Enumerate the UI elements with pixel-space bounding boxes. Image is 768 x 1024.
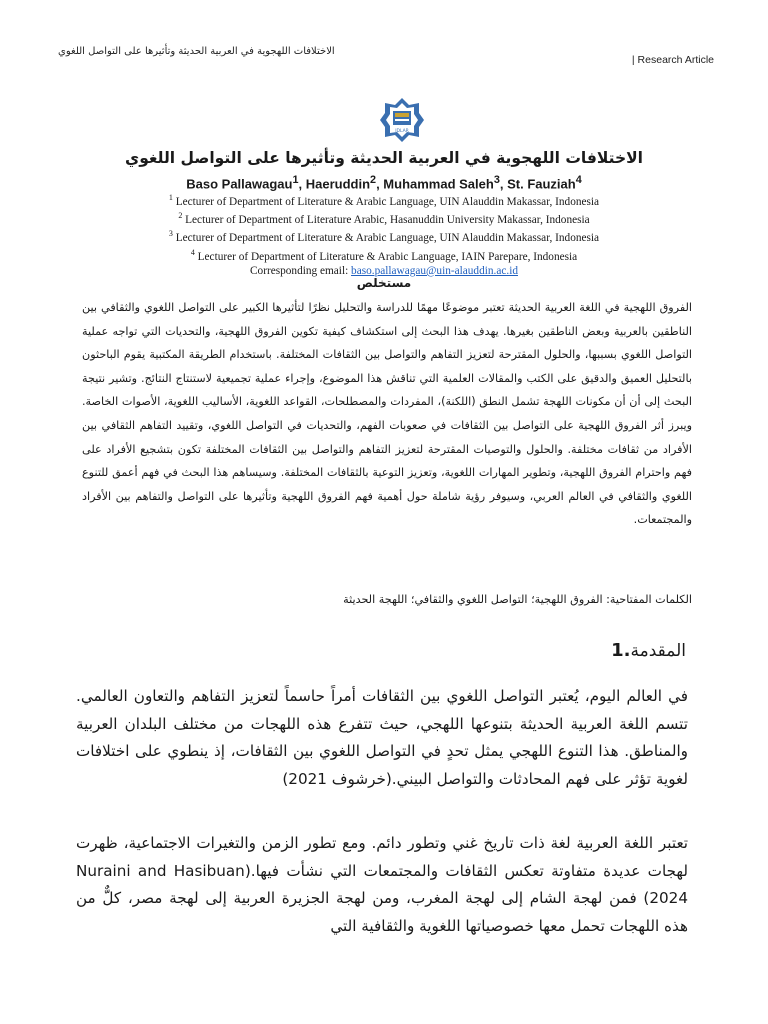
body-paragraph: في العالم اليوم، يُعتبر التواصل اللغوي بين الثقافات أمراً حاسماً لتعزيز التفاهم والتعاون العالمي. تتسم اللغة العربية الحديثة بتنوعها اللهجي، حيث تتفرع هذه اللهجات من مختلف البلدان العربية والمناطق. هذا التنوع اللهجي يمثل تحدٍ في التواصل اللغوي بين الثقافات، إذ ينطوي على اختلافات لغوية تؤثر على فهم المحادثات والتواصل البيني.(خرشوف 2021) [76,687,688,788]
affiliation-line [0,246,768,264]
affiliation-text: Lecturer of Department of Literature & Arabic Language, UIN Alauddin Makassar, Indonesia [172,232,600,245]
author-separator: , [376,176,384,192]
affiliations [0,191,768,278]
author-separator: , [499,176,508,192]
author-separator: , [298,176,306,192]
logo-text: IDLAR [395,129,409,134]
affiliation-text: Lecturer of Department of Literature Arabic, Hasanuddin University Makassar, Indonesia [182,213,590,226]
affiliation-text: Lecturer of Department of Literature & Arabic Language, UIN Alauddin Makassar, Indonesia [172,195,600,208]
affiliation-text: Lecturer of Department of Literature & Arabic Language, IAIN Parepare, Indonesia [194,250,578,263]
keywords: الكلمات المفتاحية: الفروق اللهجية؛ التواصل اللغوي والثقافي؛ اللهجة الحديثة [343,593,692,606]
author-name: Baso Pallawagau [186,176,293,192]
author-affiliation-marker: 2 [370,174,377,186]
section-heading [82,640,686,661]
email-label: Corresponding email: [250,264,352,277]
author-name: Haeruddin [305,176,371,192]
running-title: الاختلافات اللهجوية في العربية الحديثة وتأثيرها على التواصل اللغوي [58,46,335,57]
author-list [0,174,768,191]
author-name: Muhammad Saleh [383,176,494,192]
affiliation-marker: 4 [190,247,195,257]
author-affiliation-marker: 1 [292,174,299,186]
paper-title: الاختلافات اللهجوية في العربية الحديثة وتأثيرها على التواصل اللغوي [124,149,643,167]
affiliation-line [0,209,768,227]
affiliation-line [0,191,768,209]
author-name: St. Fauziah [507,176,576,192]
article-type-label: | Research Article [631,54,714,66]
abstract-heading: مستخلص [356,276,412,290]
section-title: المقدمة [630,641,686,661]
affiliation-marker: 2 [178,211,183,221]
affiliation-line [0,227,768,245]
body-paragraph: تعتبر اللغة العربية لغة ذات تاريخ غني وتطور دائم. ومع تطور الزمن والتغيرات الاجتماعية، ظهرت لهجات عديدة متفاوتة تعكس الثقافات والمجتمعات التي نشأت فيها.(Nuraini and Hasibuan 2024) فمن لهجة الشام إلى لهجة المغرب، ومن لهجة الجزيرة العربية إلى لهجة مصر، كلٌّ من هذه اللهجات تحمل معها خصوصياتها اللغوية والثقافية التي [76,834,688,935]
author-affiliation-marker: 3 [493,174,500,186]
email-link[interactable]: baso.pallawagau@uin-alauddin.ac.id [351,264,518,277]
abstract-text: الفروق اللهجية في اللغة العربية الحديثة تعتبر موضوعًا مهمًا للدراسة والتحليل نظرًا لتأثيرها الكبير على التواصل اللغوي والثقافي بين الناطقين بالعربية وبعض الناطقين بغيرها. يهدف هذا البحث إلى استكشاف كيفية تكوين الفروق اللهجية، والتحديات التي تواجه عملية التواصل اللغوي بسببها، والحلول المقترحة لتعزيز التفاهم والتواصل بين الثقافات المختلفة. باستخدام الطريقة المكتبية يقوم الباحثون بالتحليل العميق والدقيق على الكتب والمقالات العلمية التي تناقش هذا الموضوع، وإجراء عملية تجميعية لاستنتاج النتائج. وتشير نتيجة البحث إلى أن أن مكونات اللهجة تشمل النطق (اللكنة)، المفردات والمصطلحات، القواعد اللغوية، الأساليب اللغوية، الأصوات الخاصة. ويبرز أثر الفروق اللهجية على التواصل بين الثقافات في صعوبات الفهم، والتحديات في التواصل اللغوي، وتقييد التفاهم الثقافي بين الأفراد من ثقافات مختلفة. والحلول والتوصيات المقترحة لتعزيز التفاهم والتواصل بين الثقافات المختلفة تكون بتشجيع الأفراد على فهم واحترام الفروق اللهجية، وتطوير المهارات اللغوية، وتعزيز التوعية بالثقافات المختلفة. وسيساهم هذا البحث في فهم أعمق للتنوع اللغوي والثقافي في العالم العربي، وسيوفر رؤية شاملة حول أهمية فهم الفروق اللهجية وتأثيرها على التواصل والتفاهم بين الأفراد والمجتمعات. [82,301,692,527]
affiliation-marker: 3 [168,229,173,239]
section-number: .1 [611,640,631,661]
author-affiliation-marker: 4 [575,174,582,186]
affiliation-marker: 1 [168,193,173,202]
journal-logo-icon [378,96,426,144]
